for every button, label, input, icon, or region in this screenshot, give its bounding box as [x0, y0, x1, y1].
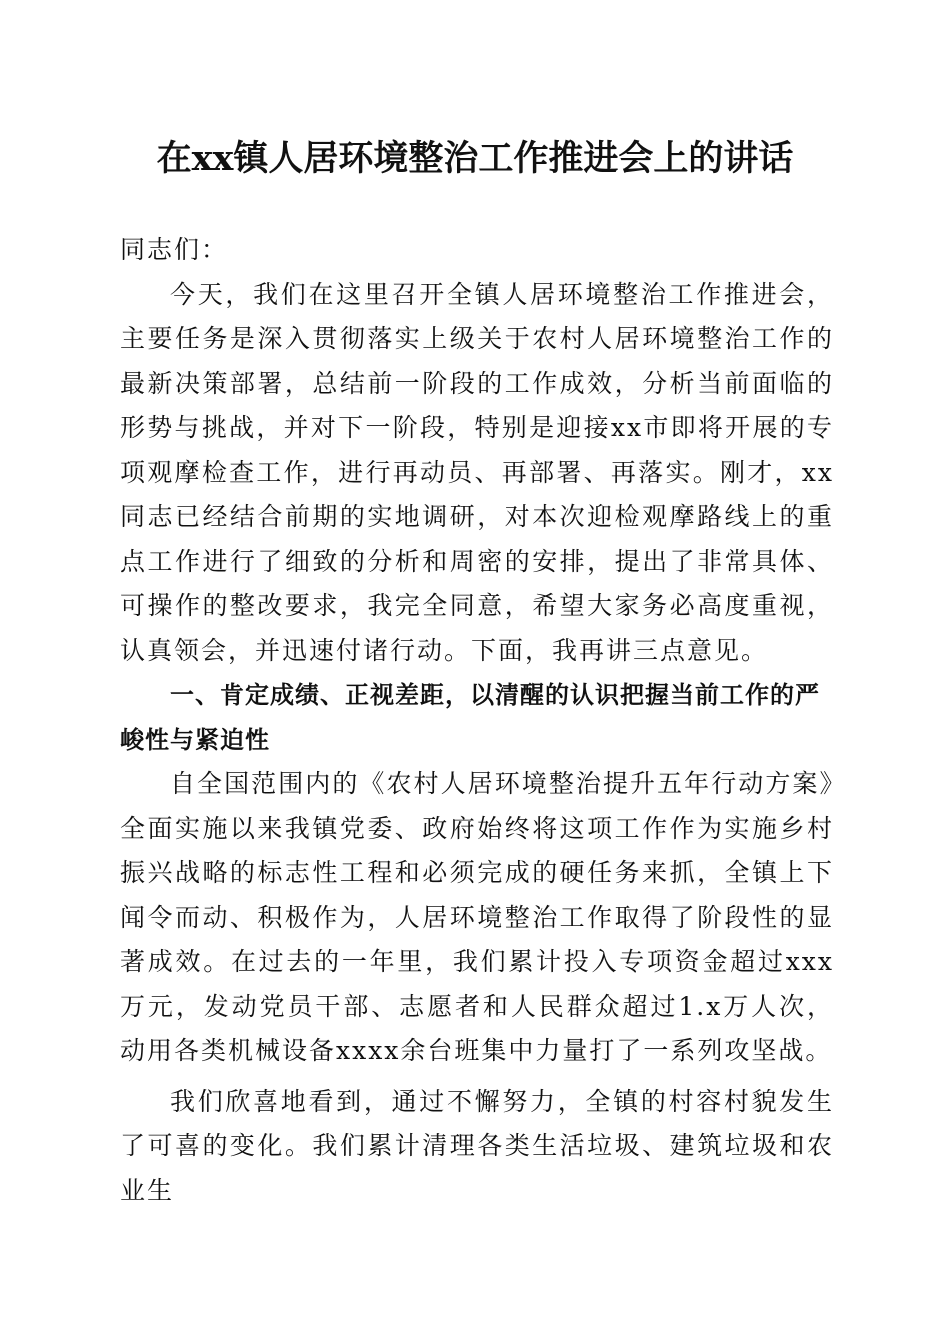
intro-paragraph: 今天，我们在这里召开全镇人居环境整治工作推进会，主要任务是深入贯彻落实上级关于农村人居环境整治工作的最新决策部署，总结前一阶段的工作成效，分析当前面临的形势与挑战，并对下一阶段，特别是迎接xx市即将开展的专项观摩检查工作，进行再动员、再部署、再落实。刚才，xx同志已经结合前期的实地调研，对本次迎检观摩路线上的重点工作进行了细致的分析和周密的安排，提出了非常具体、可操作的整改要求，我完全同意，希望大家务必高度重视，认真领会，并迅速付诸行动。下面，我再讲三点意见。: [120, 279, 834, 665]
document-body: [120, 228, 834, 1213]
section-paragraph: 我们欣喜地看到，通过不懈努力，全镇的村容村貌发生了可喜的变化。我们累计清理各类生活垃圾、建筑垃圾和农业生: [120, 1086, 834, 1205]
document-title: 在xx镇人居环境整治工作推进会上的讲话: [156, 138, 794, 179]
section-heading: 一、肯定成绩、正视差距，以清醒的认识把握当前工作的严峻性与紧迫性: [120, 681, 820, 754]
section-paragraph: 自全国范围内的《农村人居环境整治提升五年行动方案》全面实施以来我镇党委、政府始终将这项工作作为实施乡村振兴战略的标志性工程和必须完成的硬任务来抓，全镇上下闻令而动、积极作为，人居环境整治工作取得了阶段性的显著成效。在过去的一年里，我们累计投入专项资金超过xxx万元，发动党员干部、志愿者和人民群众超过1.x万人次，动用各类机械设备xxxx余台班集中力量打了一系列攻坚战。: [120, 769, 834, 1065]
salutation: 同志们：: [120, 235, 229, 264]
